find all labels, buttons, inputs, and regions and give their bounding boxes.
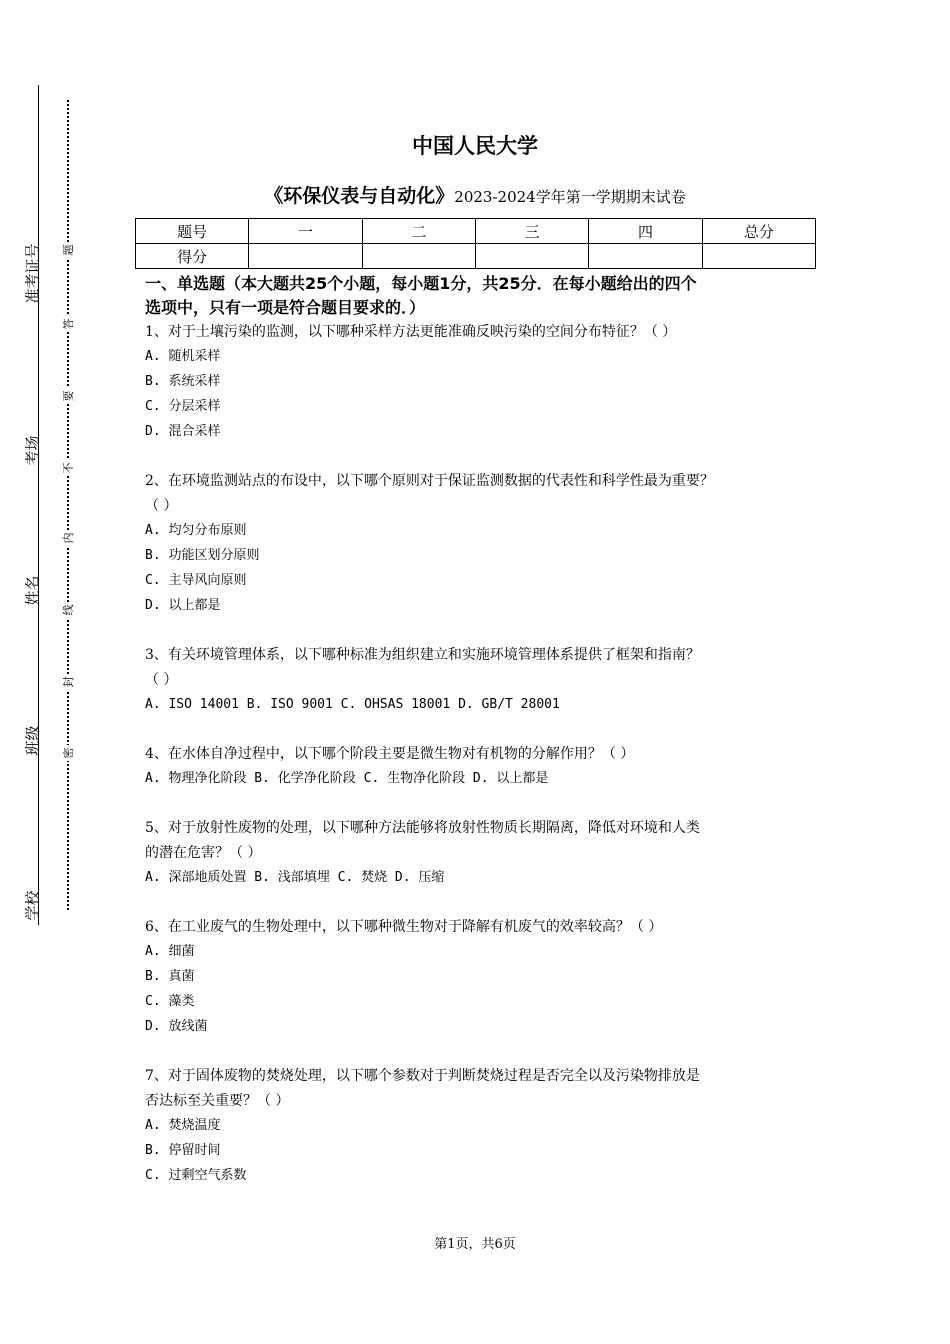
- class-label: 班级: [23, 725, 42, 756]
- option: A. 随机采样: [145, 349, 221, 364]
- option: C. 主导风向原则: [145, 573, 247, 588]
- score-cell: 一: [249, 219, 362, 244]
- question-list: [145, 322, 820, 1191]
- school-label: 学校: [23, 890, 42, 921]
- section-heading-line: 选项中，只有一项是符合题目要求的．）: [145, 298, 426, 317]
- option: B. 停留时间: [145, 1143, 221, 1158]
- score-cell: [702, 244, 815, 269]
- question-6: [145, 917, 820, 1042]
- university-title: 中国人民大学: [412, 134, 538, 158]
- question-text: 否达标至关重要？（ ）: [145, 1093, 290, 1109]
- seal-word: 内: [60, 530, 76, 546]
- score-cell: 总分: [702, 219, 815, 244]
- score-cell: 二: [362, 219, 475, 244]
- question-text: （ ）: [145, 498, 178, 514]
- option: A. 焚烧温度: [145, 1118, 221, 1133]
- score-cell: [362, 244, 475, 269]
- score-table: [135, 218, 816, 269]
- section-heading-line: 一、单选题（本大题共25个小题，每小题1分，共25分．在每小题给出的四个: [145, 274, 697, 293]
- score-cell: 题号: [136, 219, 249, 244]
- score-cell: [589, 244, 702, 269]
- option: A. ISO 14001 B. ISO 9001 C. OHSAS 18001 D. GB/T 28001: [145, 697, 560, 712]
- score-table-score-row: [136, 244, 816, 269]
- option: B. 功能区划分原则: [145, 548, 260, 563]
- score-cell: [249, 244, 362, 269]
- seal-dotted-line: [67, 100, 69, 910]
- option: C. 分层采样: [145, 399, 221, 414]
- option: B. 系统采样: [145, 374, 221, 389]
- option: C. 藻类: [145, 994, 195, 1009]
- option: A. 均匀分布原则: [145, 523, 247, 538]
- option: B. 真菌: [145, 969, 195, 984]
- seal-word: 题: [60, 242, 76, 258]
- score-cell: [475, 244, 588, 269]
- score-cell: 四: [589, 219, 702, 244]
- exam-title: [0, 181, 950, 208]
- question-text: 5、对于放射性废物的处理，以下哪种方法能够将放射性物质长期隔离，降低对环境和人类: [145, 820, 700, 836]
- option: D. 以上都是: [145, 598, 221, 613]
- question-3: [145, 645, 820, 720]
- seal-word: 封: [60, 674, 76, 690]
- option: D. 混合采样: [145, 424, 221, 439]
- question-2: [145, 471, 820, 621]
- question-text: 3、有关环境管理体系，以下哪种标准为组织建立和实施环境管理体系提供了框架和指南？: [145, 647, 700, 663]
- score-cell: 三: [475, 219, 588, 244]
- question-1: [145, 322, 820, 447]
- question-text: 1、对于土壤污染的监测，以下哪种采样方法更能准确反映污染的空间分布特征？（ ）: [145, 324, 677, 340]
- seal-word: 线: [60, 602, 76, 618]
- question-5: [145, 818, 820, 893]
- question-text: 7、对于固体废物的焚烧处理，以下哪个参数对于判断焚烧过程是否完全以及污染物排放是: [145, 1068, 700, 1084]
- section-heading: [145, 272, 815, 320]
- question-4: [145, 744, 820, 794]
- option: A. 物理净化阶段 B. 化学净化阶段 C. 生物净化阶段 D. 以上都是: [145, 771, 549, 786]
- name-label: 姓名: [23, 575, 42, 606]
- question-7: [145, 1066, 820, 1191]
- binding-line: [38, 85, 39, 925]
- question-text: （ ）: [145, 672, 178, 688]
- seal-word: 要: [60, 388, 76, 404]
- score-table-header-row: [136, 219, 816, 244]
- course-name: 《环保仪表与自动化》: [264, 185, 455, 207]
- seal-word: 密: [60, 745, 76, 761]
- page-number: 第1页，共6页: [434, 1237, 516, 1252]
- seal-word: 不: [60, 460, 76, 476]
- question-text: 4、在水体自净过程中，以下哪个阶段主要是微生物对有机物的分解作用？（ ）: [145, 746, 635, 762]
- exam-number-label: 准考证号: [23, 243, 42, 304]
- option: A. 深部地质处置 B. 浅部填埋 C. 焚烧 D. 压缩: [145, 870, 445, 885]
- question-text: 6、在工业废气的生物处理中，以下哪种微生物对于降解有机废气的效率较高？（ ）: [145, 919, 663, 935]
- score-cell: 得分: [136, 244, 249, 269]
- seal-word: 答: [60, 316, 76, 332]
- exam-room-label: 考场: [23, 435, 42, 466]
- option: A. 细菌: [145, 944, 195, 959]
- question-text: 的潜在危害？（ ）: [145, 845, 262, 861]
- question-text: 2、在环境监测站点的布设中，以下哪个原则对于保证监测数据的代表性和科学性最为重要？: [145, 473, 714, 489]
- term-text: 2023-2024学年第一学期期末试卷: [454, 188, 686, 206]
- option: D. 放线菌: [145, 1019, 208, 1034]
- option: C. 过剩空气系数: [145, 1168, 247, 1183]
